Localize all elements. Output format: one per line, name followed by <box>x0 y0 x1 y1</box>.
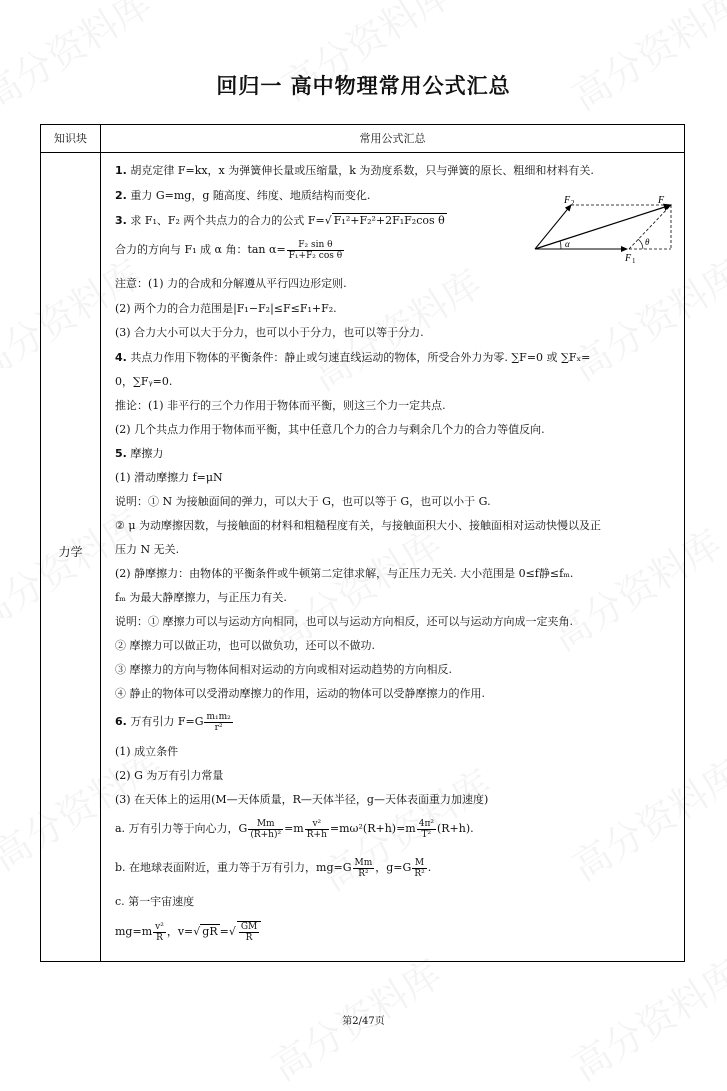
item-5-b2: fₘ 为最大静摩擦力，与正压力有关. <box>115 591 287 604</box>
sqrt: gR <box>202 925 218 938</box>
item-text: 重力 G=mg，g 随高度、纬度、地质结构而变化. <box>130 189 371 202</box>
item-2 <box>115 189 370 203</box>
item-6-b: (2) G 为万有引力常量 <box>115 769 224 782</box>
label-theta: θ <box>645 237 650 247</box>
item-number: 3. <box>115 214 127 227</box>
header-knowledge-block: 知识块 <box>54 132 87 145</box>
label-F2: F <box>564 195 571 206</box>
item-number: 5. <box>115 447 127 460</box>
item-5 <box>115 447 163 461</box>
item-4-inference-2: (2) 几个共点力作用于物体而平衡，其中任意几个力的合力与剩余几个力的合力等值反向. <box>115 423 545 436</box>
watermark <box>560 0 727 121</box>
header-formulas: 常用公式汇总 <box>359 132 426 145</box>
item-4-inference-1: 推论：(1) 非平行的三个力作用于物体而平衡，则这三个力一定共点. <box>115 399 446 412</box>
fraction: $\frac{Mm}{\text{R²}}$ <box>354 857 373 879</box>
item-text: 求 F₁、F₂ 两个共点力的合力的公式 F= <box>130 214 325 227</box>
item-5-c2: ② 摩擦力可以做正功，也可以做负功，还可以不做功. <box>115 639 375 652</box>
fraction: $\frac{\text{v²}}{R+h}$ <box>306 818 327 840</box>
item-1 <box>115 164 594 178</box>
page-title: 回归一 高中物理常用公式汇总 <box>216 74 511 98</box>
item-text: 共点力作用下物体的平衡条件：静止或匀速直线运动的物体，所受合外力为零. ∑F=0 或 ∑Fₓ= <box>130 351 591 364</box>
item-6-cc: c. 第一宇宙速度 <box>115 895 195 908</box>
item-5-c3: ③ 摩擦力的方向与物体间相对运动的方向或相对运动趋势的方向相反. <box>115 663 452 676</box>
item-6-cb: b. 在地球表面附近，重力等于万有引力，mg=G $\frac{Mm}{\text{R²}}$ ，g=G $\frac{M}{\text{R²}}$ . <box>115 857 432 879</box>
item-5-c4: ④ 静止的物体可以受滑动摩擦力的作用，运动的物体可以受静摩擦力的作用. <box>115 687 485 700</box>
item-number: 6. <box>115 715 127 728</box>
fraction: $\frac{\text{m₁m₂}}{\text{r²}}$ <box>206 711 231 733</box>
item-6-ca: a. 万有引力等于向心力，G $\frac{Mm}{\text{(R+h)²}}$ =m $\frac{\text{v²}}{R+h}$ =mω²(R+h)=m $\frac{\text{4π²}}{\text{T²}}$ (R+h). <box>115 818 474 840</box>
item-4-cont: 0，∑Fᵧ=0. <box>115 375 173 388</box>
fraction: $\frac{Mm}{\text{(R+h)²}}$ <box>250 818 282 840</box>
table-header <box>41 125 684 153</box>
item-6-a: (1) 成立条件 <box>115 745 179 758</box>
item-6-c: (3) 在天体上的运用(M—天体质量，R—天体半径，g—天体表面重力加速度) <box>115 793 489 806</box>
watermark <box>0 0 160 121</box>
item-5-a2b: 压力 N 无关. <box>115 543 180 556</box>
item-5-c1: 说明：① 摩擦力可以与运动方向相同，也可以与运动方向相反，还可以与运动方向成一定夹角. <box>115 615 573 628</box>
item-6 <box>115 711 234 733</box>
item-text: 胡克定律 F=kx，x 为弹簧伸长量或压缩量，k 为劲度系数，只与弹簧的原长、粗细和材料有关. <box>130 164 594 177</box>
page-number: 第2/47页 <box>342 1016 385 1027</box>
item-text: 合力的方向与 F₁ 成 α 角：tan α= <box>115 243 286 256</box>
fraction: $\frac{\text{v²}}{R}$ <box>155 921 164 943</box>
item-3-direction <box>115 239 345 261</box>
sqrt-formula: F₁²+F₂²+2F₁F₂cos θ <box>333 214 445 227</box>
label-F1-sub: 1 <box>632 257 636 263</box>
item-number: 4. <box>115 351 127 364</box>
item-6-cc-formula: mg=m $\frac{\text{v²}}{R}$ ，v=√ gR =√ $\frac{GM}{R}$ <box>115 919 262 945</box>
force-composition-diagram <box>531 193 681 263</box>
section-label-mechanics: 力学 <box>58 545 83 559</box>
column-divider <box>100 125 101 961</box>
fraction: $\frac{M}{\text{R²}}$ <box>414 857 425 879</box>
fraction: $\frac{\text{4π²}}{\text{T²}}$ <box>418 818 434 840</box>
fraction: $\frac{\text{F₂ sin θ}}{\text{F₁+F₂ cos θ}}$ <box>288 239 343 261</box>
label-F1: F <box>625 253 632 263</box>
angle-arc-theta <box>638 239 643 249</box>
angle-arc-alpha <box>560 241 561 249</box>
formula-table <box>40 124 685 962</box>
item-5-a1: 说明：① N 为接触面间的弹力，可以大于 G，也可以等于 G，也可以小于 G. <box>115 495 491 508</box>
item-text: 摩擦力 <box>130 447 164 460</box>
sqrt-fraction: $\frac{GM}{R}$ <box>237 921 261 943</box>
item-number: 1. <box>115 164 127 177</box>
label-F: F <box>658 195 665 206</box>
item-3-note-1: 注意：(1) 力的合成和分解遵从平行四边形定则. <box>115 277 347 290</box>
item-5-a: (1) 滑动摩擦力 f=μN <box>115 471 223 484</box>
label-alpha: α <box>565 239 570 249</box>
item-5-a2: ② μ 为动摩擦因数，与接触面的材料和粗糙程度有关，与接触面积大小、接触面相对运动快慢以及正 <box>115 519 602 532</box>
item-4 <box>115 351 590 365</box>
item-3: 3. 求 F₁、F₂ 两个共点力的合力的公式 F=√ F₁²+F₂²+2F₁F₂cos θ <box>115 214 445 227</box>
item-5-b: (2) 静摩擦力：由物体的平衡条件或牛顿第二定律求解，与正压力无关. 大小范围是 0≤f静≤fₘ. <box>115 567 574 580</box>
item-3-note-2: (2) 两个力的合力范围是|F₁−F₂|≤F≤F₁+F₂. <box>115 302 337 315</box>
vector-F <box>535 205 671 249</box>
item-number: 2. <box>115 189 127 202</box>
item-3-note-3: (3) 合力大小可以大于分力，也可以小于分力，也可以等于分力. <box>115 326 424 339</box>
item-text: 万有引力 F=G <box>130 715 204 728</box>
label-F2-sub: 2 <box>571 199 575 207</box>
